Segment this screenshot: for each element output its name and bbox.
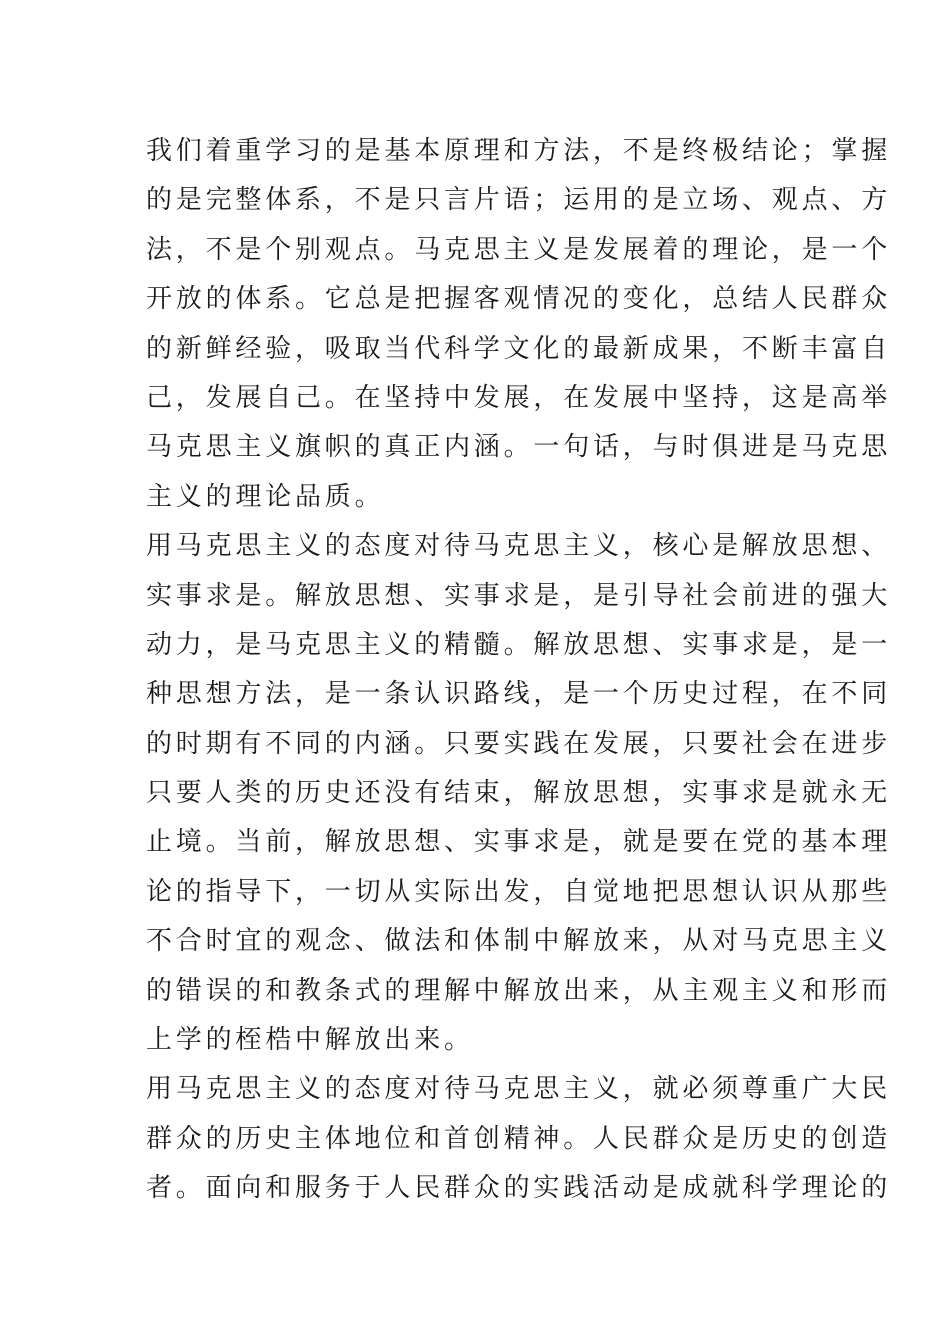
text-line: 用马克思主义的态度对待马克思主义，核心是解放思想、 <box>146 531 892 562</box>
text-line: 马克思主义旗帜的真正内涵。一句话，与时俱进是马克思 <box>146 432 892 463</box>
text-line: 的时期有不同的内涵。只要实践在发展，只要社会在进步 <box>146 728 892 759</box>
text-line: 论的指导下，一切从实际出发，自觉地把思想认识从那些 <box>146 876 892 907</box>
text-line: 用马克思主义的态度对待马克思主义，就必须尊重广大民 <box>146 1074 892 1105</box>
text-line: 的是完整体系，不是只言片语；运用的是立场、观点、方 <box>146 185 892 216</box>
text-line: 种思想方法，是一条认识路线，是一个历史过程，在不同 <box>146 679 892 710</box>
text-line: 的错误的和教条式的理解中解放出来，从主观主义和形而 <box>146 975 892 1006</box>
text-line: 我们着重学习的是基本原理和方法，不是终极结论；掌握 <box>146 136 892 166</box>
text-line: 实事求是。解放思想、实事求是，是引导社会前进的强大 <box>146 580 892 611</box>
text-line: 只要人类的历史还没有结束，解放思想，实事求是就永无 <box>146 778 892 809</box>
text-line: 主义的理论品质。 <box>146 481 385 512</box>
text-line: 动力，是马克思主义的精髓。解放思想、实事求是，是一 <box>146 629 892 660</box>
text-line: 己，发展自己。在坚持中发展，在发展中坚持，这是高举 <box>146 382 892 413</box>
text-line: 开放的体系。它总是把握客观情况的变化，总结人民群众 <box>146 284 892 315</box>
text-line: 者。面向和服务于人民群众的实践活动是成就科学理论的 <box>146 1173 892 1204</box>
body-text <box>146 127 892 1214</box>
text-line: 的新鲜经验，吸取当代科学文化的最新成果，不断丰富自 <box>146 333 892 364</box>
text-line: 不合时宜的观念、做法和体制中解放来，从对马克思主义 <box>146 926 892 957</box>
text-line: 群众的历史主体地位和首创精神。人民群众是历史的创造 <box>146 1123 892 1154</box>
text-line: 止境。当前，解放思想、实事求是，就是要在党的基本理 <box>146 827 892 858</box>
text-line: 上学的桎梏中解放出来。 <box>146 1025 474 1056</box>
text-line: 法，不是个别观点。马克思主义是发展着的理论，是一个 <box>146 234 892 265</box>
